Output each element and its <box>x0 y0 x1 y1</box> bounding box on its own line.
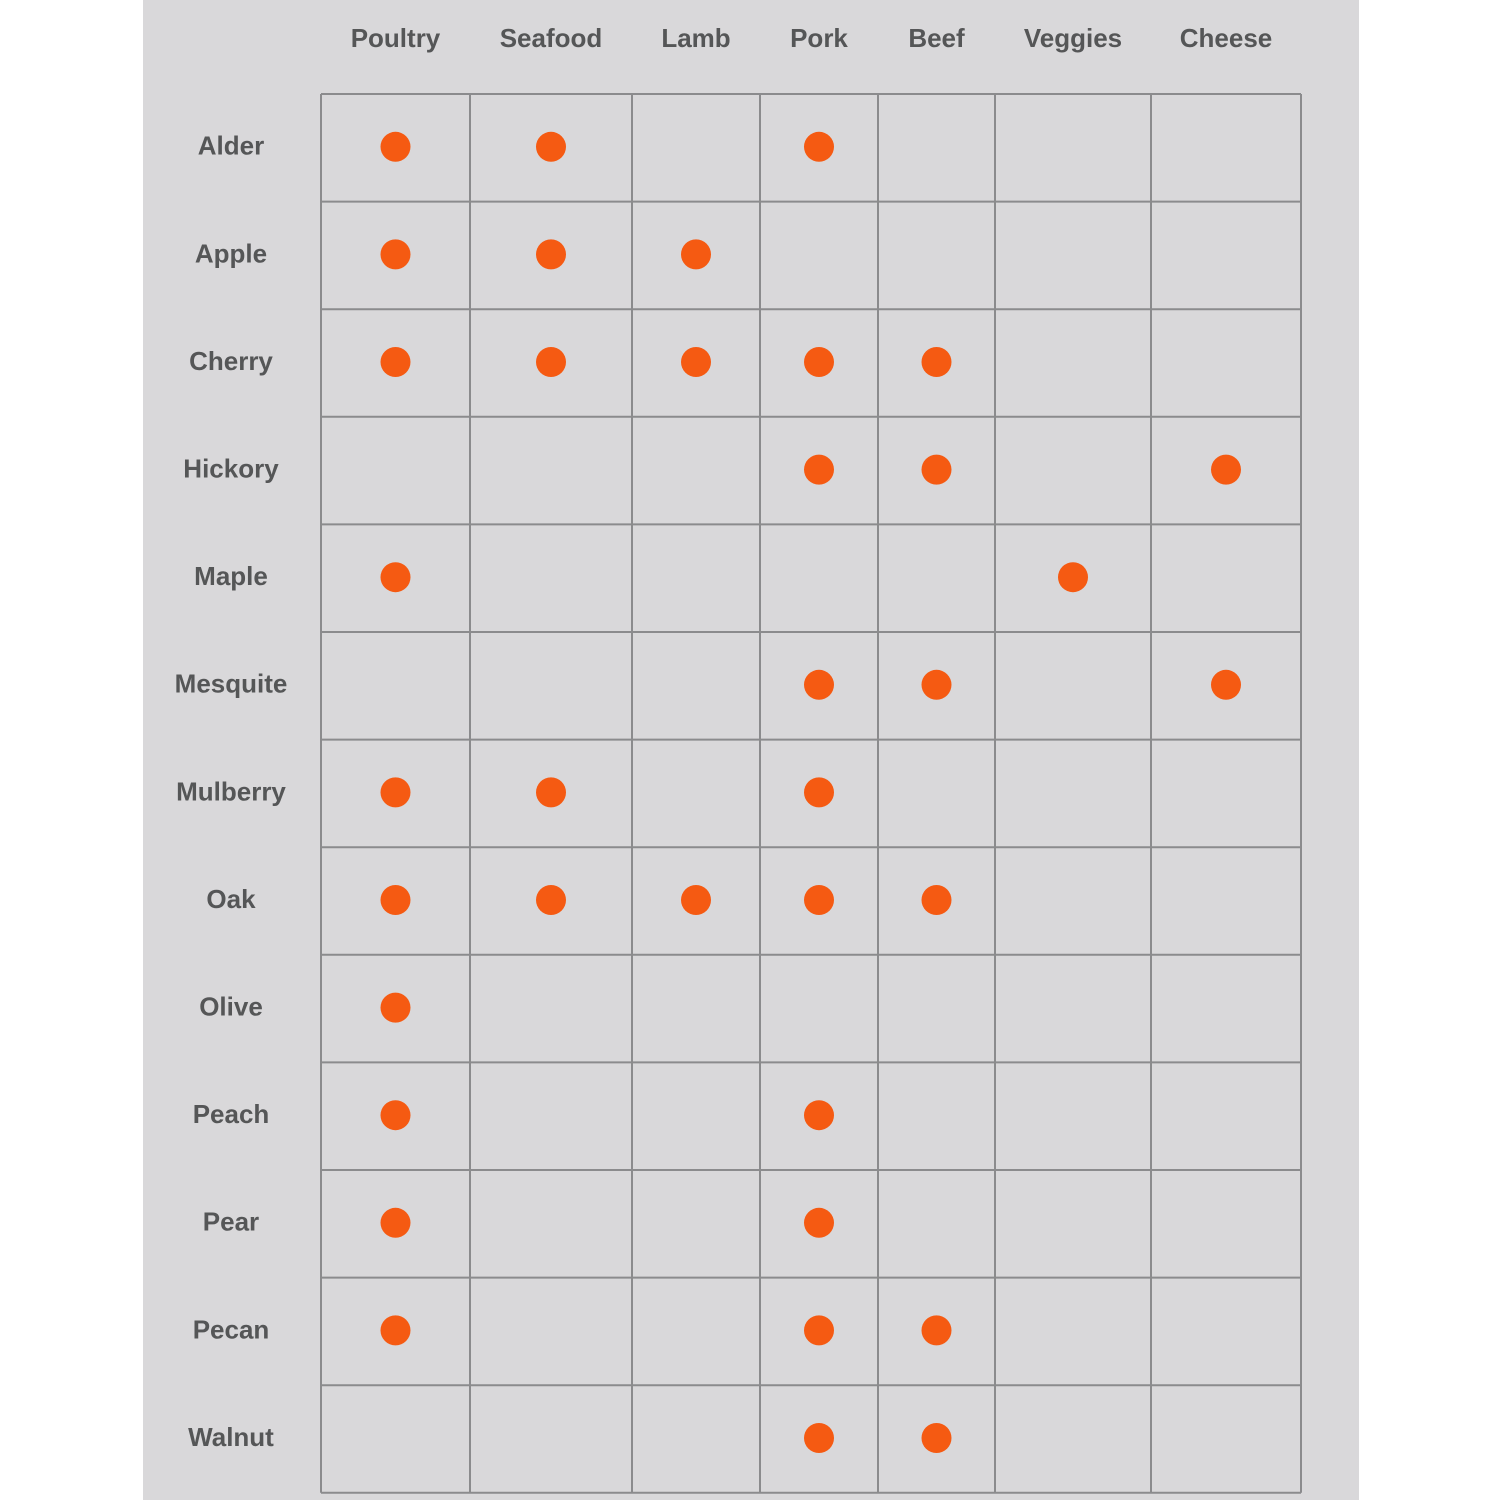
pairing-dot-alder-poultry <box>381 132 411 162</box>
pairing-dot-olive-poultry <box>381 993 411 1023</box>
pairing-dot-mulberry-seafood <box>536 777 566 807</box>
pairing-dot-maple-poultry <box>381 562 411 592</box>
row-label-maple: Maple <box>194 561 268 592</box>
pairing-dot-pear-poultry <box>381 1208 411 1238</box>
pairing-dot-oak-lamb <box>681 885 711 915</box>
pairing-dot-pecan-poultry <box>381 1315 411 1345</box>
row-label-oak: Oak <box>206 883 256 914</box>
column-label-beef: Beef <box>908 22 965 53</box>
pairing-dot-maple-veggies <box>1058 562 1088 592</box>
row-label-walnut: Walnut <box>188 1421 274 1452</box>
pairing-markers <box>381 132 1242 1453</box>
pairing-dot-mulberry-poultry <box>381 777 411 807</box>
pairing-dot-mesquite-pork <box>804 670 834 700</box>
pairing-dot-alder-pork <box>804 132 834 162</box>
row-labels <box>175 131 288 1452</box>
column-label-seafood: Seafood <box>499 22 603 53</box>
column-label-pork: Pork <box>790 22 848 53</box>
pairing-dot-hickory-pork <box>804 455 834 485</box>
pairing-dot-cherry-seafood <box>536 347 566 377</box>
row-label-apple: Apple <box>194 238 268 269</box>
pairing-dot-cherry-beef <box>922 347 952 377</box>
pairing-dot-apple-seafood <box>536 239 566 269</box>
column-label-veggies: Veggies <box>1023 22 1123 53</box>
row-label-mulberry: Mulberry <box>176 776 286 807</box>
row-label-peach: Peach <box>192 1099 270 1130</box>
pairing-dot-alder-seafood <box>536 132 566 162</box>
pairing-dot-oak-poultry <box>381 885 411 915</box>
pairing-dot-oak-pork <box>804 885 834 915</box>
row-label-olive: Olive <box>199 991 263 1022</box>
pairing-dot-apple-lamb <box>681 239 711 269</box>
row-label-hickory: Hickory <box>183 453 279 484</box>
row-label-pecan: Pecan <box>192 1314 270 1345</box>
pairing-dot-hickory-cheese <box>1211 455 1241 485</box>
row-label-alder: Alder <box>197 130 265 161</box>
pairing-dot-pear-pork <box>804 1208 834 1238</box>
pairing-dot-pecan-pork <box>804 1315 834 1345</box>
pairing-dot-mulberry-pork <box>804 777 834 807</box>
row-label-cherry: Cherry <box>189 345 273 376</box>
column-label-cheese: Cheese <box>1179 22 1273 53</box>
pairing-dot-mesquite-beef <box>922 670 952 700</box>
pairing-dot-apple-poultry <box>381 239 411 269</box>
pairing-dot-oak-beef <box>922 885 952 915</box>
pairing-dot-peach-poultry <box>381 1100 411 1130</box>
column-label-lamb: Lamb <box>661 22 731 53</box>
pairing-dot-peach-pork <box>804 1100 834 1130</box>
row-label-mesquite: Mesquite <box>174 668 288 699</box>
pairing-dot-pecan-beef <box>922 1315 952 1345</box>
row-label-pear: Pear <box>202 1206 260 1237</box>
pairing-dot-hickory-beef <box>922 455 952 485</box>
pairing-dot-cherry-poultry <box>381 347 411 377</box>
pairing-dot-walnut-beef <box>922 1423 952 1453</box>
pairing-dot-mesquite-cheese <box>1211 670 1241 700</box>
pairing-dot-oak-seafood <box>536 885 566 915</box>
column-labels <box>351 23 1273 53</box>
pairing-dot-cherry-pork <box>804 347 834 377</box>
column-label-poultry: Poultry <box>350 22 441 53</box>
pairing-dot-cherry-lamb <box>681 347 711 377</box>
pairing-dot-walnut-pork <box>804 1423 834 1453</box>
